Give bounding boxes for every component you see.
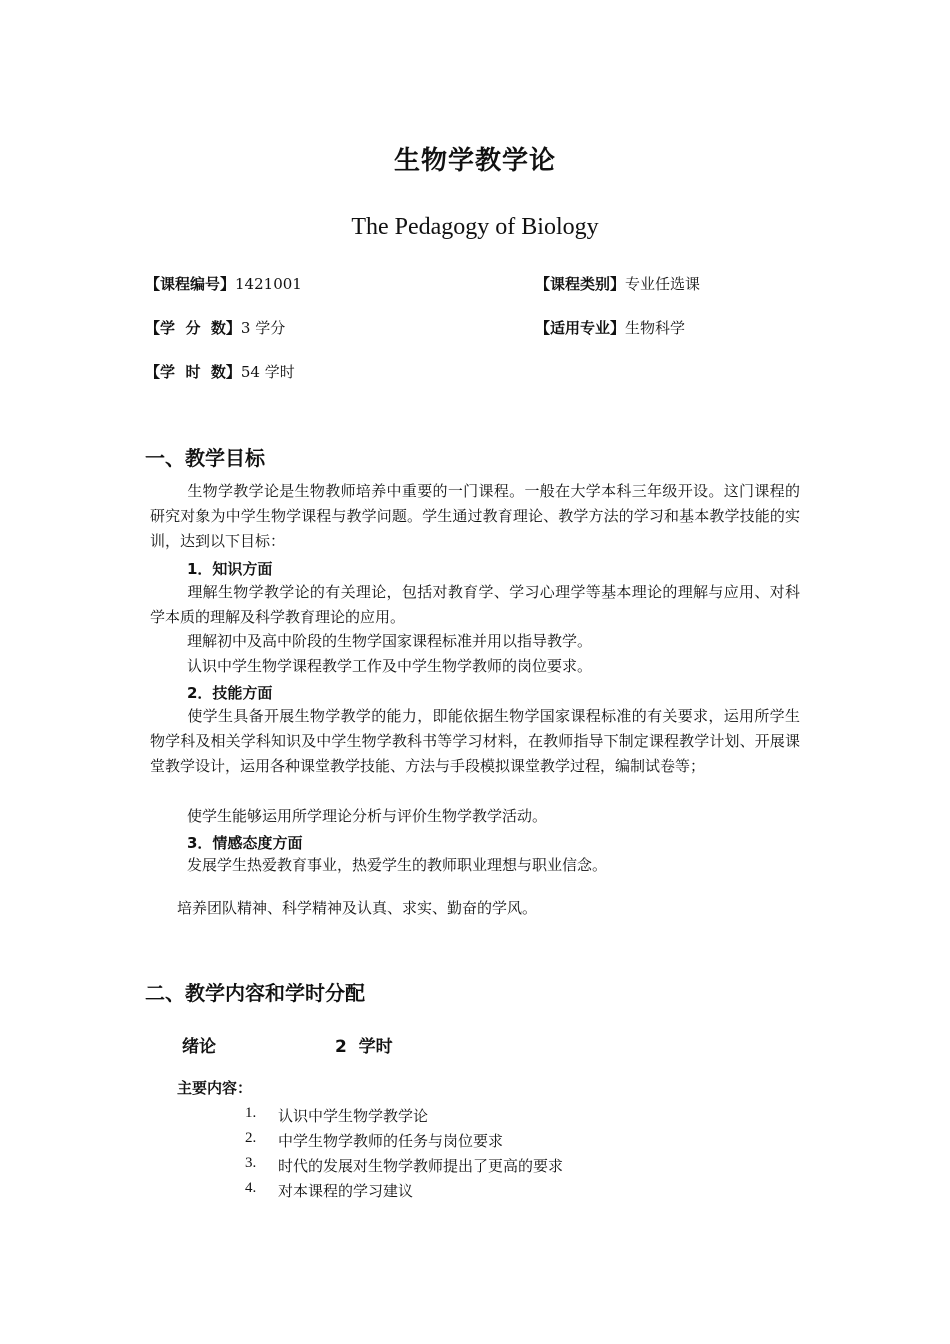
attitude-subheading: 3．情感态度方面 [187,834,303,852]
content-item-number: 4. [245,1180,257,1196]
course-major [535,317,685,338]
course-major-value: 生物科学 [625,319,686,337]
content-item-number: 1. [245,1105,257,1121]
skills-subheading: 2．技能方面 [187,684,273,702]
skills-paragraph-2: 使学生能够运用所学理论分析与评价生物学教学活动。 [187,807,548,825]
course-credits-value: 3 学分 [240,319,286,337]
content-item-number: 2. [245,1130,257,1146]
document-subtitle: The Pedagogy of Biology [351,214,599,240]
knowledge-subheading: 1．知识方面 [187,560,273,578]
content-item-text: 认识中学生物学教学论 [278,1107,429,1125]
content-item-text: 中学生物学教师的任务与岗位要求 [278,1132,504,1150]
chapter-hours: 2 学时 [335,1037,393,1057]
course-code-label: 【课程编号】 [145,275,236,293]
content-item-text: 对本课程的学习建议 [278,1182,414,1200]
content-item-text: 时代的发展对生物学教师提出了更高的要求 [278,1157,564,1175]
course-type-label: 【课程类别】 [535,275,626,293]
course-hours-label: 【学 时 数】 [145,363,241,381]
knowledge-paragraph-3: 认识中学生物学课程教学工作及中学生物学教师的岗位要求。 [187,657,593,675]
course-type [535,273,700,294]
document-title: 生物学教学论 [393,146,556,176]
course-code [145,273,302,294]
skills-paragraph-1-text: 使学生具备开展生物学教学的能力，即能依据生物学国家课程标准的有关要求，运用所学生物学科及相关学科知识及中学生物学教科书等学习材料，在教师指导下制定课程教学计划、开展课堂教学设计，运用各种课堂教学技能、方法与手段模拟课堂教学过程，编制试卷等； [150,707,800,775]
main-content-label: 主要内容： [177,1079,253,1097]
knowledge-paragraph-1 [150,580,800,630]
course-hours-value: 54 学时 [240,363,295,381]
course-credits-label: 【学 分 数】 [145,319,241,337]
section-1-heading: 一、教学目标 [145,446,265,470]
skills-paragraph-1 [150,704,800,779]
knowledge-paragraph-2: 理解初中及高中阶段的生物学国家课程标准并用以指导教学。 [187,632,593,650]
attitude-paragraph-2: 培养团队精神、科学精神及认真、求实、勤奋的学风。 [177,899,538,917]
course-credits [145,317,285,338]
course-major-label: 【适用专业】 [535,319,626,337]
attitude-paragraph-1: 发展学生热爱教育事业，热爱学生的教师职业理想与职业信念。 [187,856,608,874]
chapter-name: 绪论 [182,1037,216,1057]
section-2-heading: 二、教学内容和学时分配 [145,981,365,1005]
content-item-number: 3. [245,1155,257,1171]
section-1-intro-text: 生物学教学论是生物教师培养中重要的一门课程。一般在大学本科三年级开设。这门课程的研究对象为中学生物学课程与教学问题。学生通过教育理论、教学方法的学习和基本教学技能的实训，达到以下目标： [150,482,800,550]
knowledge-paragraph-1-text: 理解生物学教学论的有关理论，包括对教育学、学习心理学等基本理论的理解与应用、对科学本质的理解及科学教育理论的应用。 [150,583,800,626]
course-code-value: 1421001 [235,275,302,293]
section-1-intro [150,479,800,554]
course-type-value: 专业任选课 [625,275,701,293]
course-hours [145,361,295,382]
